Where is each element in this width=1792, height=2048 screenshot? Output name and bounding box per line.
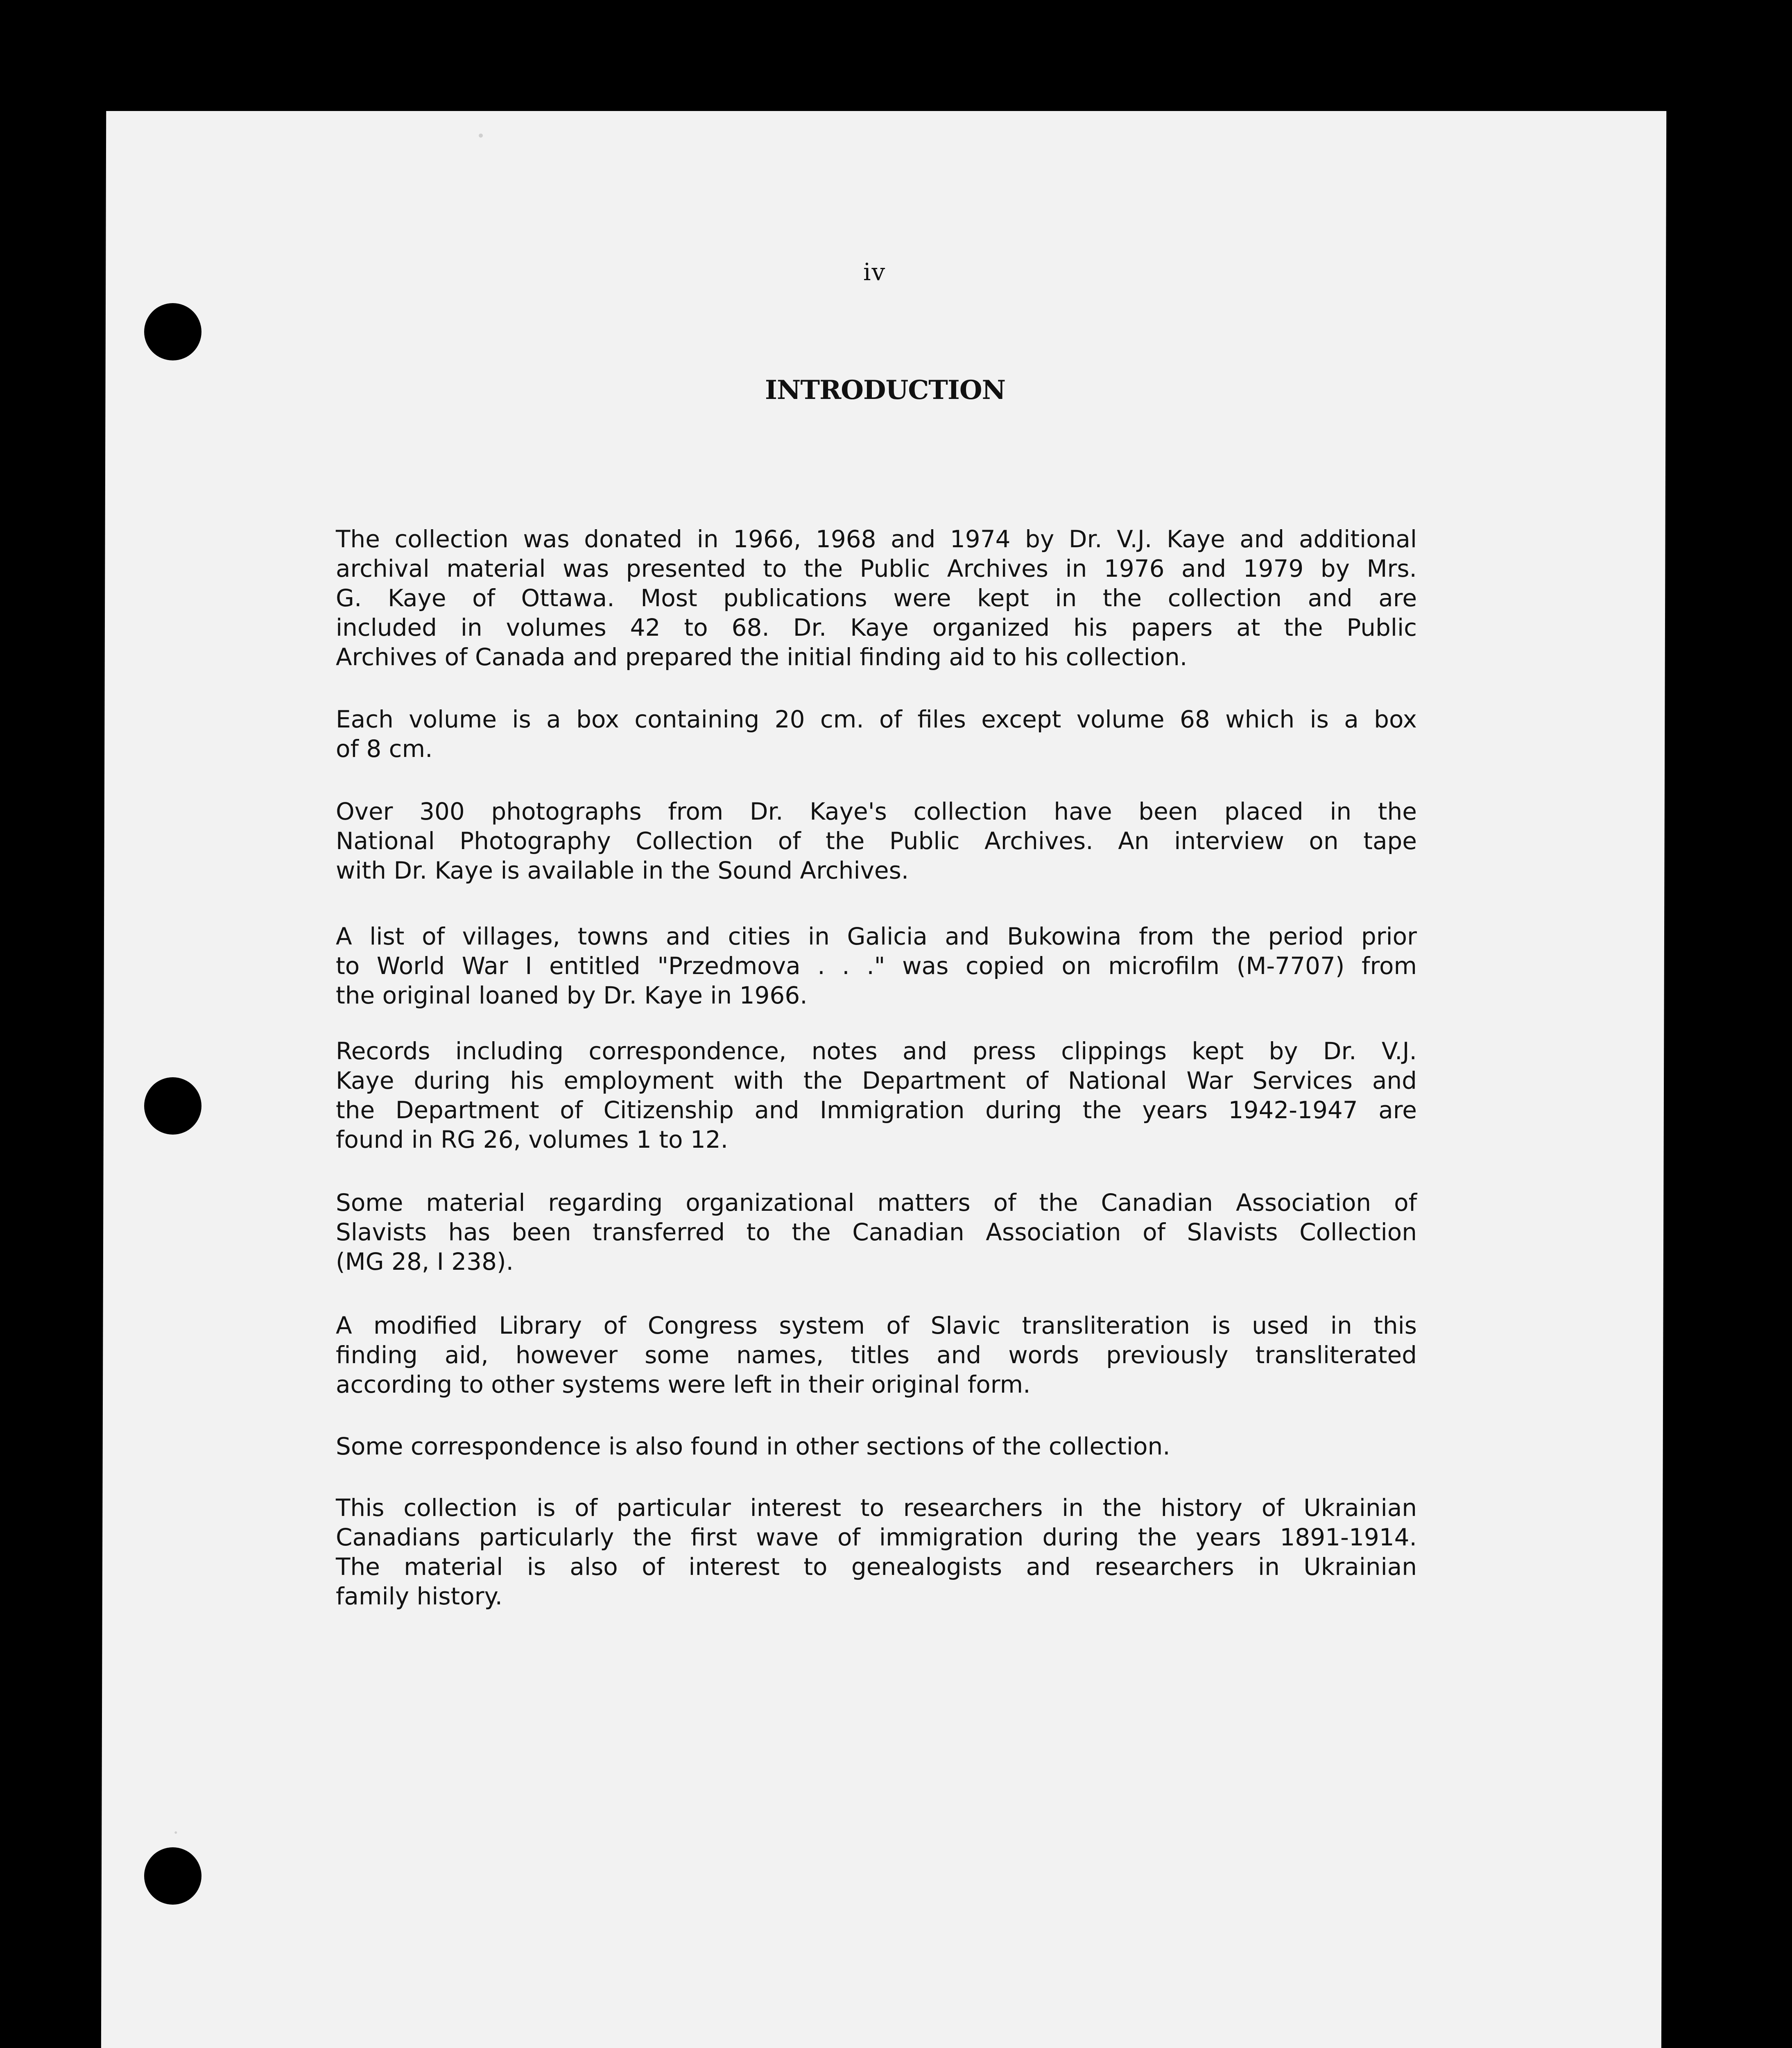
punch-hole — [144, 303, 201, 360]
paper-speck — [479, 134, 483, 138]
punch-hole — [144, 1847, 201, 1905]
punch-hole — [144, 1077, 201, 1135]
paragraph — [336, 705, 1417, 763]
page-title: INTRODUCTION — [765, 375, 1006, 406]
text-line: A modified Library of Congress system of Slavic transliteration is used in this — [336, 1312, 1417, 1339]
paper-speck — [174, 1831, 177, 1834]
text-line: family history. — [336, 1582, 503, 1610]
text-line: National Photography Collection of the Public Archives. An interview on tape — [336, 827, 1417, 855]
text-line: Some correspondence is also found in other sections of the collection. — [336, 1432, 1170, 1460]
text-line: found in RG 26, volumes 1 to 12. — [336, 1126, 729, 1153]
text-line: with Dr. Kaye is available in the Sound Archives. — [336, 856, 909, 884]
text-line: of 8 cm. — [336, 735, 433, 763]
paragraph — [336, 524, 1417, 672]
text-line: Each volume is a box containing 20 cm. of files except volume 68 which is a box — [336, 705, 1417, 733]
text-line: Archives of Canada and prepared the initial finding aid to his collection. — [336, 643, 1188, 671]
paragraph — [336, 797, 1417, 885]
text-line: (MG 28, I 238). — [336, 1248, 514, 1275]
text-line: included in volumes 42 to 68. Dr. Kaye organized his papers at the Public — [336, 614, 1417, 641]
text-line: A list of villages, towns and cities in Galicia and Bukowina from the period prior — [336, 922, 1417, 950]
text-line: G. Kaye of Ottawa. Most publications were kept in the collection and are — [336, 584, 1417, 612]
paragraph — [336, 1432, 1417, 1461]
text-line: Canadians particularly the first wave of immigration during the years 1891-1914. — [336, 1523, 1417, 1551]
text-line: Over 300 photographs from Dr. Kaye's collection have been placed in the — [336, 797, 1417, 825]
text-line: according to other systems were left in their original form. — [336, 1371, 1031, 1398]
text-line: The collection was donated in 1966, 1968 and 1974 by Dr. V.J. Kaye and additional — [336, 525, 1417, 553]
text-line: Slavists has been transferred to the Canadian Association of Slavists Collection — [336, 1218, 1417, 1246]
text-line: the original loaned by Dr. Kaye in 1966. — [336, 981, 808, 1009]
text-line: finding aid, however some names, titles and words previously transliterated — [336, 1341, 1417, 1369]
text-line: Records including correspondence, notes and press clippings kept by Dr. V.J. — [336, 1037, 1417, 1065]
paragraph — [336, 922, 1417, 1010]
paragraph — [336, 1188, 1417, 1276]
paragraph — [336, 1036, 1417, 1154]
text-line: the Department of Citizenship and Immigration during the years 1942-1947 are — [336, 1096, 1417, 1124]
paragraph — [336, 1311, 1417, 1399]
text-line: archival material was presented to the Public Archives in 1976 and 1979 by Mrs. — [336, 555, 1417, 582]
paragraph — [336, 1493, 1417, 1611]
text-line: Kaye during his employment with the Department of National War Services and — [336, 1067, 1417, 1094]
page-number: iv — [863, 258, 886, 286]
text-line: This collection is of particular interest to researchers in the history of Ukrainian — [336, 1494, 1417, 1522]
text-line: Some material regarding organizational matters of the Canadian Association of — [336, 1189, 1417, 1217]
text-line: to World War I entitled "Przedmova . . ." was copied on microfilm (M-7707) from — [336, 952, 1417, 980]
text-line: The material is also of interest to genealogists and researchers in Ukrainian — [336, 1553, 1417, 1581]
